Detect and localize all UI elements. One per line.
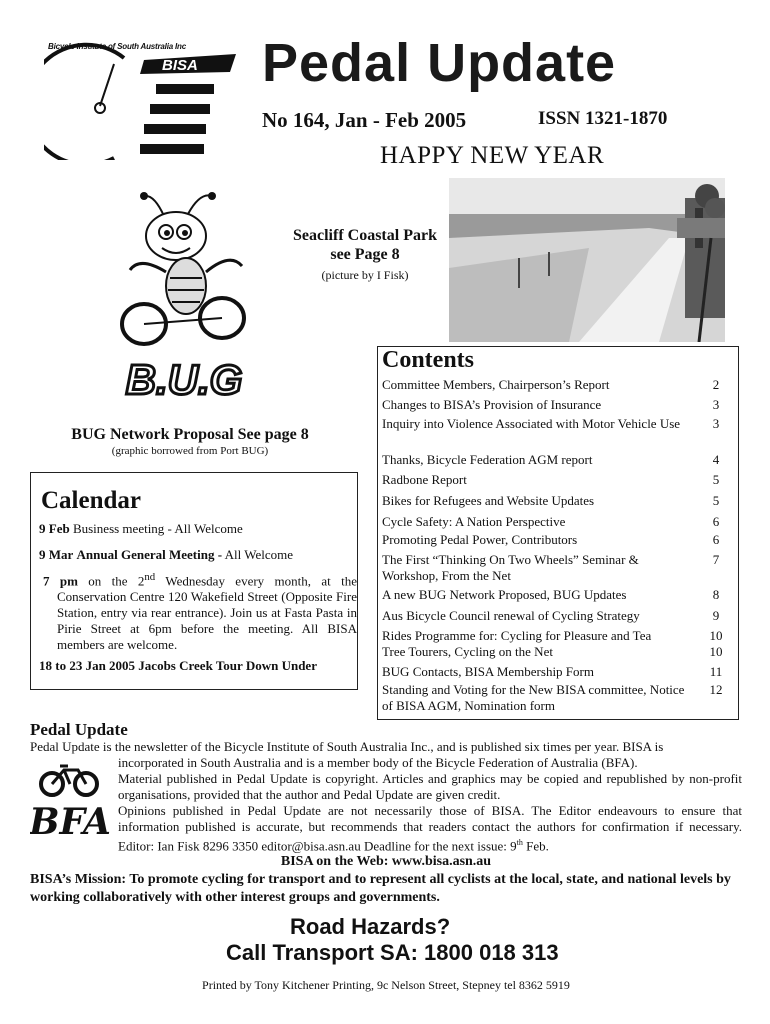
newsletter-title: Pedal Update xyxy=(262,33,617,93)
contents-item-page: 10 xyxy=(709,644,723,659)
contents-item xyxy=(382,452,732,468)
event-text-sup: nd xyxy=(144,571,156,583)
contents-item xyxy=(382,514,732,530)
contents-item-page: 9 xyxy=(712,608,720,623)
contents-item-title: Changes to BISA’s Provision of Insurance xyxy=(382,397,602,412)
event-text: Wednesday every month, at the Conservation Centre 120 Wakefield Street (Opposite Fire Station, entry via rear entrance). Join us at Fasta Pasta in Pirie Street at 6pm before the meeting. All BISA members are welcome. xyxy=(57,573,357,653)
bug-logo-text: B.U.G xyxy=(125,356,243,403)
contents-item-title: Cycle Safety: A Nation Perspective xyxy=(382,514,566,529)
event-date: 9 Mar xyxy=(39,547,74,562)
about-paragraph-2: Material published in Pedal Update is copyright. Articles and graphics may be copied and republished by non-profit organisations, provided that the author and Pedal Update are given credit. xyxy=(118,771,742,802)
contents-item-page: 6 xyxy=(712,532,720,547)
contents-box xyxy=(377,346,739,720)
event-time: 7 pm xyxy=(43,573,78,589)
bfa-logo-text: BFA xyxy=(30,801,110,840)
contents-item xyxy=(382,532,732,548)
contents-item-title: Tree Tourers, Cycling on the Net xyxy=(382,644,553,659)
contents-item-page: 2 xyxy=(712,377,720,392)
contents-item xyxy=(382,416,732,432)
about-body xyxy=(118,755,742,854)
contents-item xyxy=(382,552,732,584)
contents-item xyxy=(382,664,732,680)
contents-item xyxy=(382,608,732,624)
photo-credit: (picture by I Fisk) xyxy=(321,268,409,282)
contents-item-title: Aus Bicycle Council renewal of Cycling Strategy xyxy=(382,608,640,623)
event-title: Annual General Meeting - xyxy=(76,547,223,562)
contents-item-title: A new BUG Network Proposed, BUG Updates xyxy=(382,587,627,602)
calendar-event xyxy=(39,521,351,537)
contents-item-page: 3 xyxy=(712,397,720,412)
contents-item-page: 10 xyxy=(709,628,723,643)
contents-item xyxy=(382,628,732,644)
bisa-mission: BISA’s Mission: To promote cycling for transport and to represent all cyclists at the local, state, and national levels by working collaboratively with other interest groups and governments. xyxy=(30,872,731,905)
contents-item-page: 6 xyxy=(712,514,720,529)
contents-item xyxy=(382,587,732,603)
contents-item-title: Promoting Pedal Power, Contributors xyxy=(382,532,578,547)
about-paragraph-3-sup: th xyxy=(516,838,523,847)
contents-item-page: 4 xyxy=(712,452,720,467)
bfa-logo xyxy=(30,762,110,840)
about-paragraph-1: Pedal Update is the newsletter of the Bicycle Institute of South Australia Inc., and is published six times per year. BISA is xyxy=(30,739,664,754)
contents-item-title: Inquiry into Violence Associated with Motor Vehicle Use xyxy=(382,416,681,431)
calendar-box xyxy=(30,472,358,690)
contents-item-title: Standing and Voting for the New BISA committee, Notice of BISA AGM, Nomination form xyxy=(382,682,685,713)
event-date: 9 Feb xyxy=(39,521,70,536)
contents-heading: Contents xyxy=(382,347,475,373)
contents-item-title: Committee Members, Chairperson’s Report xyxy=(382,377,610,392)
about-paragraph-3-text: Opinions published in Pedal Update are not necessarily those of BISA. The Editor endeavours to ensure that information published is accurate, but recommends that readers contact the authors for confirmation if necessary. Editor: Ian Fisk 8296 3350 editor@bisa.asn.au Deadline for the next issue: 9 xyxy=(118,803,742,854)
contents-item-title: Radbone Report xyxy=(382,472,467,487)
contents-item-title: Rides Programme for: Cycling for Pleasure and Tea xyxy=(382,628,652,643)
contents-item xyxy=(382,397,732,413)
bisa-logo xyxy=(44,40,244,160)
seacliff-photo xyxy=(449,178,725,342)
photo-caption: Seacliff Coastal Park see Page 8 xyxy=(293,227,437,263)
contents-item-page: 8 xyxy=(712,587,720,602)
about-paragraph-3-end: Feb. xyxy=(522,838,549,854)
contents-item-title: BUG Contacts, BISA Membership Form xyxy=(382,664,594,679)
calendar-event xyxy=(39,658,351,674)
contents-item xyxy=(382,682,732,714)
logo-org-name: Bicycle Institute of South Australia Inc xyxy=(48,42,186,51)
contents-item-page: 12 xyxy=(709,682,723,697)
event-text: Business meeting - All Welcome xyxy=(72,521,243,536)
contents-item-title: The First “Thinking On Two Wheels” Seminar & Workshop, From the Net xyxy=(382,552,639,583)
contents-item xyxy=(382,493,732,509)
call-transport-sa: Call Transport SA: 1800 018 313 xyxy=(226,940,559,965)
about-heading: Pedal Update xyxy=(30,720,128,739)
printer-credit: Printed by Tony Kitchener Printing, 9c Nelson Street, Stepney tel 8362 5919 xyxy=(202,978,570,992)
bug-caption: BUG Network Proposal See page 8 xyxy=(71,426,309,443)
event-text: All Welcome xyxy=(224,547,293,562)
contents-item xyxy=(382,644,732,660)
road-hazards: Road Hazards? xyxy=(290,914,451,939)
contents-item-title: Bikes for Refugees and Website Updates xyxy=(382,493,595,508)
contents-item-page: 5 xyxy=(712,472,720,487)
contents-item xyxy=(382,472,732,488)
contents-item-page: 7 xyxy=(712,552,720,567)
issn: ISSN 1321-1870 xyxy=(538,108,668,129)
bicycle-wheel-logo-graphic xyxy=(44,40,244,160)
issue-number: No 164, Jan - Feb 2005 xyxy=(262,108,467,132)
bug-mascot-graphic xyxy=(104,186,264,416)
contents-item-page: 3 xyxy=(712,416,720,431)
calendar-event xyxy=(39,547,351,563)
bisa-web: BISA on the Web: www.bisa.asn.au xyxy=(280,854,492,869)
happy-new-year: HAPPY NEW YEAR xyxy=(380,142,605,169)
about-paragraph-3 xyxy=(118,803,742,854)
contents-item xyxy=(382,377,732,393)
bug-credit: (graphic borrowed from Port BUG) xyxy=(111,445,269,457)
logo-bisa-text: BISA xyxy=(162,57,198,74)
about-paragraph-1-cont: incorporated in South Australia and is a member body of the Bicycle Federation of Australia (BFA). xyxy=(118,755,638,770)
contents-item-title: Thanks, Bicycle Federation AGM report xyxy=(382,452,593,467)
event-text-pre: on the 2 xyxy=(88,573,145,589)
calendar-event xyxy=(39,569,357,653)
contents-item-page: 5 xyxy=(712,493,720,508)
calendar-heading: Calendar xyxy=(41,487,141,514)
event-text: 18 to 23 Jan 2005 Jacobs Creek Tour Down Under xyxy=(39,658,317,673)
contents-item-page: 11 xyxy=(709,664,723,679)
